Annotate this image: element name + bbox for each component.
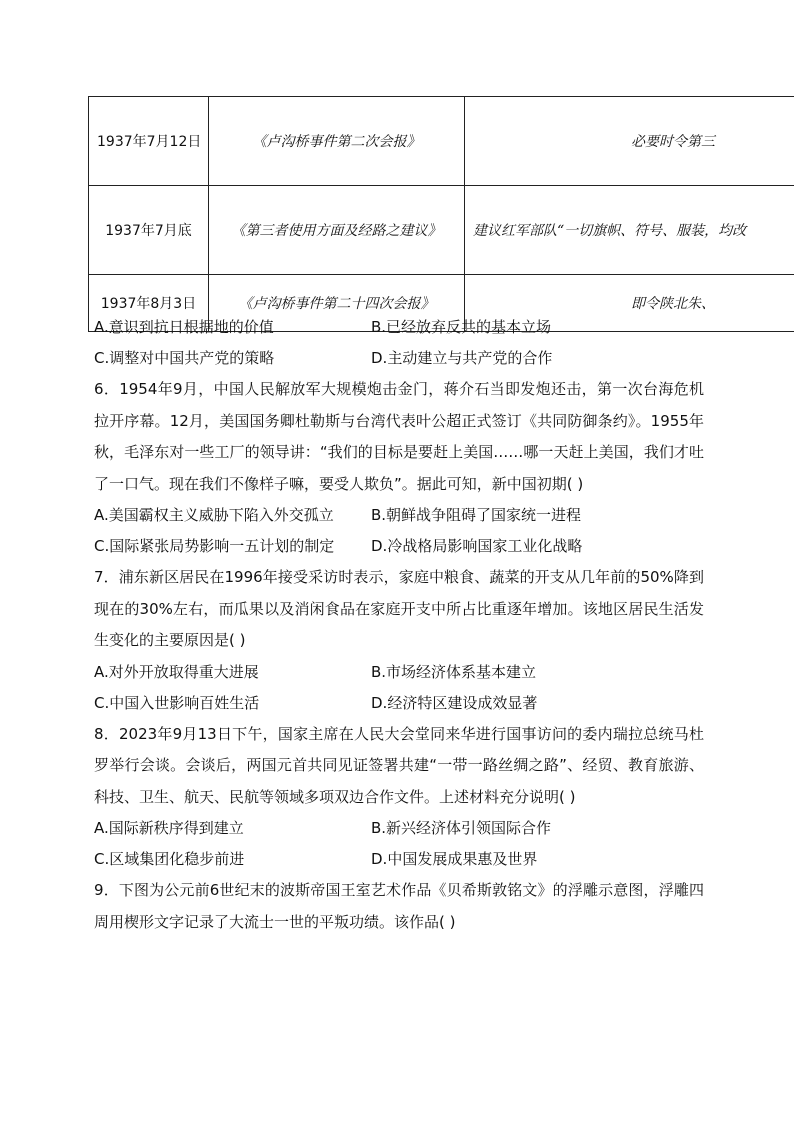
table-cell-content: 建议红军部队“一切旗帜、符号、服装，均改 [465,186,794,275]
table-row [89,186,794,275]
q8-options-row-2 [94,844,704,875]
q6-option-d[interactable]: D.冷战格局影响国家工业化战略 [371,537,583,555]
q5-option-c[interactable]: C.调整对中国共产党的策略 [94,349,275,367]
q8-stem: 8．2023年9月13日下午，国家主席在人民大会堂同来华进行国事访问的委内瑞拉总统马杜罗举行会谈。会谈后，两国元首共同见证签署共建“一带一路丝绸之路”、经贸、教育旅游、科技、卫生、航天、民航等领域多项双边合作文件。上述材料充分说明( ) [94,724,704,806]
q6-stem: 6．1954年9月，中国人民解放军大规模炮击金门，蒋介石当即发炮还击，第一次台海危机拉开序幕。12月，美国国务卿杜勒斯与台湾代表叶公超正式签订《共同防御条约》。1955年秋，毛泽东对一些工厂的领导讲：“我们的目标是要赶上美国……哪一天赶上美国，我们才吐了一口气。现在我们不像样子嘛，要受人欺负”。据此可知，新中国初期( ) [94,380,704,493]
q7-option-c[interactable]: C.中国入世影响百姓生活 [94,693,260,712]
q5-option-d[interactable]: D.主动建立与共产党的合作 [371,349,553,367]
table-cell-document: 《卢沟桥事件第二次会报》 [209,97,465,186]
table-cell-content: 即令陕北朱、 [465,275,794,332]
q8-option-a[interactable]: A.国际新秩序得到建立 [94,819,244,837]
q7-option-b[interactable]: B.市场经济体系基本建立 [371,662,537,681]
table-cell-date: 1937年8月3日 [89,275,209,332]
q6-option-b[interactable]: B.朝鲜战争阻碍了国家统一进程 [371,506,582,524]
table-row [89,97,794,186]
q5-options-row-2 [94,343,704,374]
q6-options-row-1 [94,500,704,531]
table-cell-date: 1937年7月底 [89,186,209,275]
q8-option-c[interactable]: C.区域集团化稳步前进 [94,850,245,868]
history-table [88,96,794,332]
table-cell-document: 《卢沟桥事件第二十四次会报》 [209,275,465,332]
q7-stem: 7．浦东新区居民在1996年接受采访时表示，家庭中粮食、蔬菜的开支从几年前的50%降到现在的30%左右，而瓜果以及消闲食品在家庭开支中所占比重逐年增加。该地区居民生活发生变化的主要原因是( ) [94,568,704,649]
q6-option-c[interactable]: C.国际紧张局势影响一五计划的制定 [94,537,335,555]
table-cell-date: 1937年7月12日 [89,97,209,186]
q8-option-b[interactable]: B.新兴经济体引领国际合作 [371,819,552,837]
table-cell-document: 《第三者使用方面及经路之建议》 [209,186,465,275]
q5-option-a[interactable]: A.意识到抗日根据地的价值 [94,318,274,336]
q6-option-a[interactable]: A.美国霸权主义威胁下陷入外交孤立 [94,506,334,524]
q5-options-row-1 [94,312,704,343]
question-list [94,312,704,938]
q7-option-d[interactable]: D.经济特区建设成效显著 [371,693,538,712]
q6-options-row-2 [94,531,704,562]
table-cell-content: 必要时令第三 [465,97,794,186]
q9-stem: 9．下图为公元前6世纪末的波斯帝国王室艺术作品《贝希斯敦铭文》的浮雕示意图，浮雕四周用楔形文字记录了大流士一世的平叛功绩。该作品( ) [94,881,704,931]
q8-options-row-1 [94,813,704,844]
q7-options-row-2 [94,688,704,719]
q8-option-d[interactable]: D.中国发展成果惠及世界 [371,850,538,868]
q7-option-a[interactable]: A.对外开放取得重大进展 [94,662,259,681]
q7-options-row-1 [94,657,704,688]
history-table-container [88,96,794,332]
q5-option-b[interactable]: B.已经放弃反共的基本立场 [371,318,552,336]
